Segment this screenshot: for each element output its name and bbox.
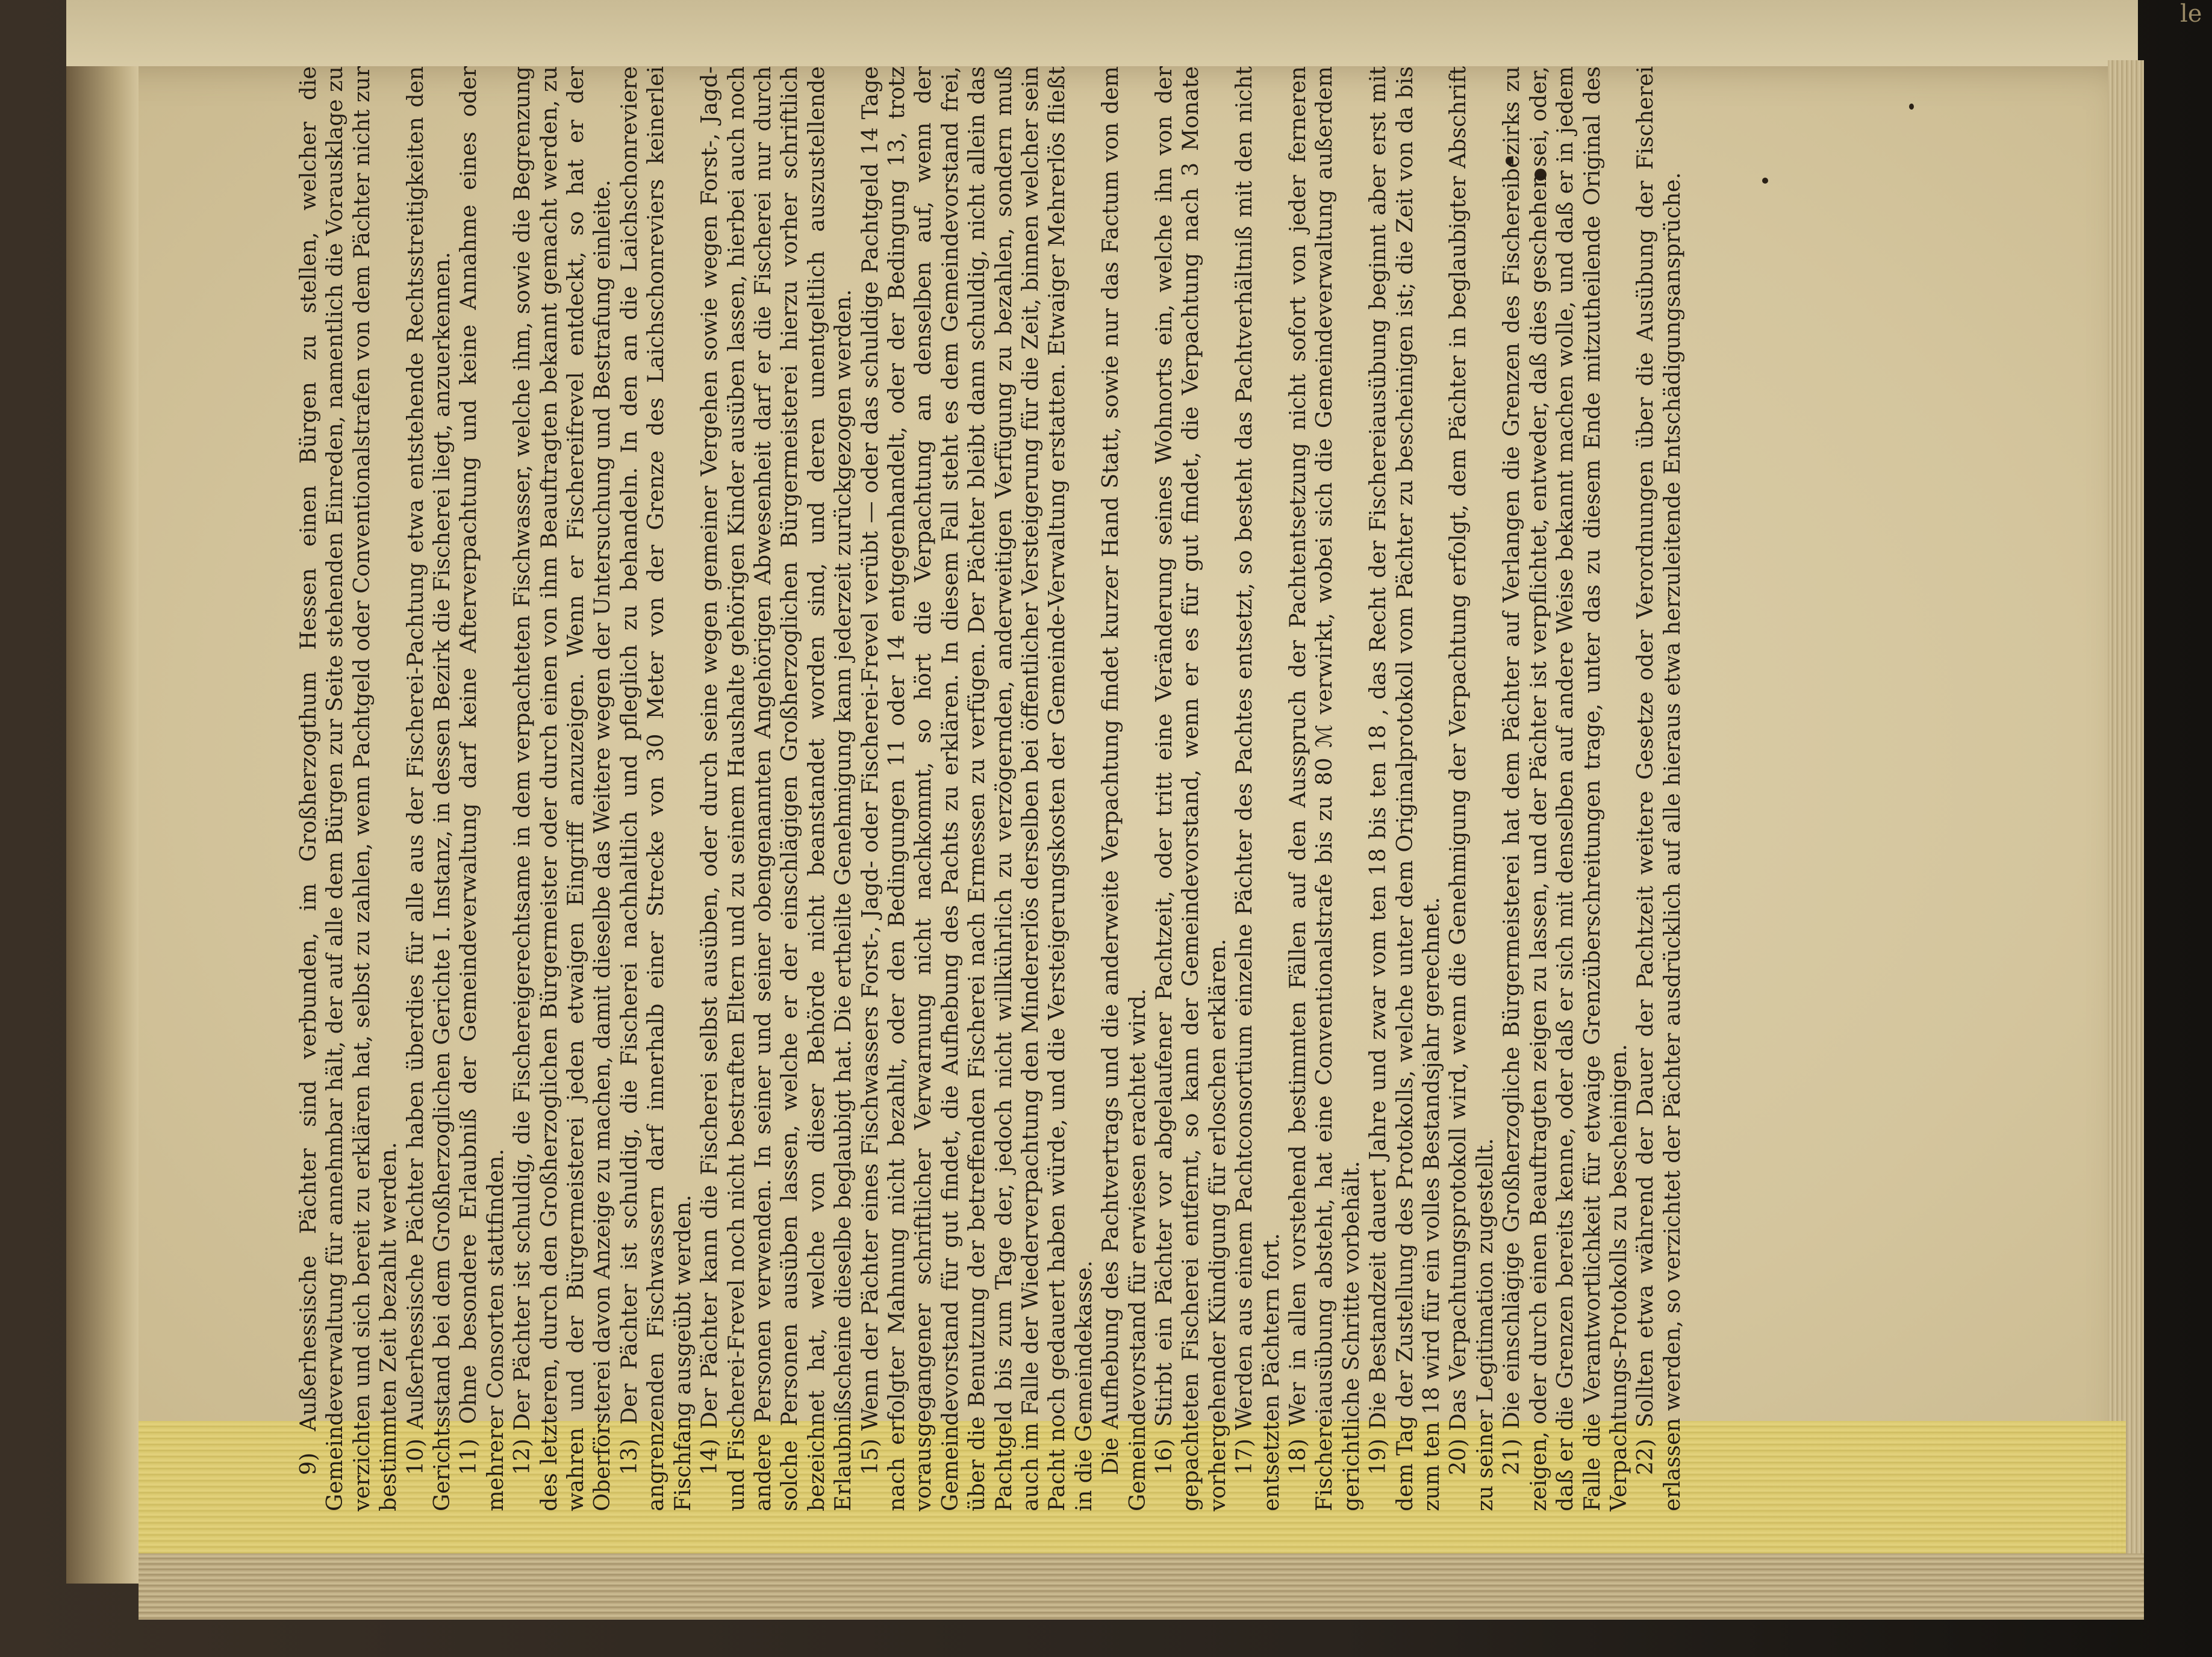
paragraph: 18) Wer in allen vorstehend bestimmten Fällen auf den Ausspruch der Pachtentsetzung nicht sofort von jeder ferneren Fischereiausübung absteht, hat eine Conventionalstrafe bis zu 80 ℳ verwirkt, wobei sich die Gemeindeverwaltung außerdem gerichtliche Schritte vorbehält. [1285, 66, 1364, 1511]
paragraph: 17) Werden aus einem Pachtconsortium einzelne Pächter des Pachtes entsetzt, so besteht das Pachtverhältniß mit den nicht entsetzten Pächtern fort. [1231, 66, 1284, 1511]
paragraph: 20) Das Verpachtungsprotokoll wird, wenn die Genehmigung der Verpachtung erfolgt, dem Pächter in beglaubigter Abschrift zu seiner Legitimation zugestellt. [1445, 66, 1498, 1511]
paragraph: 21) Die einschlägige Großherzogliche Bürgermeisterei hat dem Pächter auf Verlangen die Grenzen des Fischereibezirks zu zeigen, oder durch einen Beauftragten zeigen zu lassen, und der Pächter ist verpflichtet, entweder, daß dies geschehen sei, oder, daß er die Grenzen bereits kenne, oder daß er sich mit denselben auf andere Weise bekannt machen wolle, und daß er in jedem Falle die Verantwortlichkeit für etwaige Grenzüberschreitungen trage, unter das zu diesem Ende mitzutheilende Original des Verpachtungs-Protokolls zu bescheinigen. [1498, 66, 1631, 1511]
paragraph: 16) Stirbt ein Pächter vor abgelaufener Pachtzeit, oder tritt eine Veränderung seines Wohnorts ein, welche ihn von der gepachteten Fischerei entfernt, so kann der Gemeindevorstand, wenn er es für gut findet, die Verpachtung nach 3 Monate vorhergehender Kündigung für erloschen erklären. [1151, 66, 1230, 1511]
paragraph: 14) Der Pächter kann die Fischerei selbst ausüben, oder durch seine wegen gemeiner Vergehen sowie wegen Forst-, Jagd- und Fischerei-Frevel noch nicht bestraften Eltern und zu seinem Haushalte gehörigen Kinder ausüben lassen, hierbei auch noch andere Personen verwenden. In seiner und seiner obengenannten Angehörigen Abwesenheit darf er die Fischerei nur durch solche Personen ausüben lassen, welche er der einschlägigen Großherzoglichen Bürgermeisterei hierzu vorher schriftlich bezeichnet hat, welche von dieser Behörde nicht beanstandet worden sind, und deren unentgeltlich auszustellende Erlaubnißscheine dieselbe beglaubigt hat. Die ertheilte Genehmigung kann jederzeit zurückgezogen werden. [696, 66, 856, 1511]
page-stack-bottom [139, 1553, 2144, 1620]
rotated-text-block [295, 66, 1933, 1511]
corner-mark: le [2180, 0, 2202, 28]
paragraph: 22) Sollten etwa während der Dauer der Pachtzeit weitere Gesetze oder Verordnungen über die Ausübung der Fischerei erlassen werden, so verzichtet der Pächter ausdrücklich auf alle hieraus etwa herzuleitende Entschädigungsansprüche. [1632, 66, 1685, 1511]
paragraph: 11) Ohne besondere Erlaubniß der Gemeindeverwaltung darf keine Afterverpachtung und keine Annahme eines oder mehrerer Consorten stattfinden. [455, 66, 508, 1511]
paragraph: 19) Die Bestandzeit dauert Jahre und zwar vom ten 18 bis ten 18 , das Recht der Fischereiausübung beginnt aber erst mit dem Tag der Zustellung des Protokolls, welche unter dem Originalprotokoll vom Pächter zu bescheinigen ist; die Zeit von da bis zum ten 18 wird für ein volles Bestandsjahr gerechnet. [1365, 66, 1445, 1511]
paragraph: 13) Der Pächter ist schuldig, die Fischerei nachhaltlich und pfleglich zu behandeln. In den an die Laichschonreviere angrenzenden Fischwassern darf innerhalb einer Strecke von 30 Meter von der Grenze des Laichschonreviers keinerlei Fischfang ausgeübt werden. [615, 66, 696, 1511]
paragraph: 12) Der Pächter ist schuldig, die Fischereigerechtsame in dem verpachteten Fischwasser, welche ihm, sowie die Begrenzung des letzteren, durch den Großherzoglichen Bürgermeister oder durch einen von ihm Beauftragten bekannt gemacht werden, zu wahren und der Bürgermeisterei jeden etwaigen Eingriff anzuzeigen. Wenn er Fischereifrevel entdeckt, so hat er der Oberförsterei davon Anzeige zu machen, damit dieselbe das Weitere wegen der Untersuchung und Bestrafung einleite. [509, 66, 615, 1511]
paragraph: 10) Außerhessische Pächter haben überdies für alle aus der Fischerei-Pachtung etwa entstehende Rechtsstreitigkeiten den Gerichtsstand bei dem Großherzoglichen Gerichte I. Instanz, in dessen Bezirk die Fischerei liegt, anzuerkennen. [402, 66, 455, 1511]
book-gutter [66, 66, 139, 1584]
paragraph: Die Aufhebung des Pachtvertrags und die anderweite Verpachtung findet kurzer Hand Statt, sowie nur das Factum von dem Gemeindevorstand für erwiesen erachtet wird. [1097, 66, 1150, 1511]
paragraph: 15) Wenn der Pächter eines Fischwassers Forst-, Jagd- oder Fischerei-Frevel verübt — oder das schuldige Pachtgeld 14 Tage nach erfolgter Mahnung nicht bezahlt, oder den Bedingungen 11 oder 14 entgegenhandelt, oder der Bedingung 13, trotz vorausgegangener schriftlicher Verwarnung nicht nachkommt, so hört die Verpachtung an denselben auf, wenn der Gemeindevorstand für gut findet, die Aufhebung des Pachts zu erklären. In diesem Fall steht es dem Gemeindevorstand frei, über die Benutzung der betreffenden Fischerei nach Ermessen zu verfügen. Der Pächter bleibt dann schuldig, nicht allein das Pachtgeld bis zum Tage der, jedoch nicht willkührlich zu verzögernden, anderweitigen Verfügung zu bezahlen, sondern muß auch im Falle der Wiederverpachtung den Mindererlös derselben bei öffentlicher Versteigerung für die Zeit, binnen welcher sein Pacht noch gedauert haben würde, und die Versteigerungskosten der Gemeinde-Verwaltung erstatten. Etwaiger Mehrerlös fließt in die Gemeindekasse. [856, 66, 1097, 1511]
page-edges-right [2108, 60, 2144, 1553]
paragraph: 9) Außerhessische Pächter sind verbunden, im Großherzogthum Hessen einen Bürgen zu stellen, welcher die Gemeindeverwaltung für annehmbar hält, der auf alle dem Bürgen zur Seite stehenden Einreden, namentlich die Vorausklage zu verzichten und sich bereit zu erklären hat, selbst zu zahlen, wenn Pachtgeld oder Conventionalstrafen von dem Pächter nicht zur bestimmten Zeit bezahlt werden. [295, 66, 402, 1511]
facing-page-edge [66, 0, 2138, 73]
